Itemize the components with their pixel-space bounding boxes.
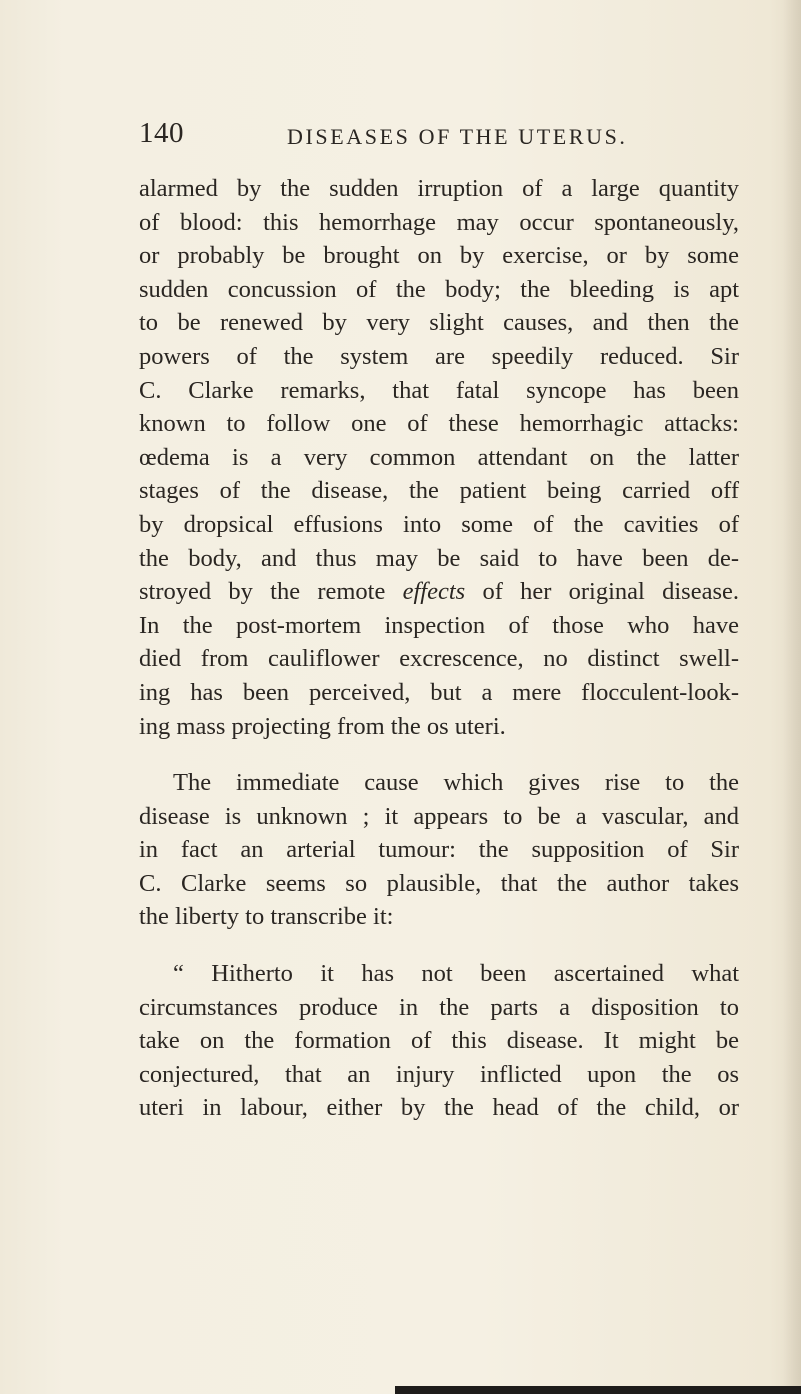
text-line: of blood: this hemorrhage may occur spontaneously, [139,208,739,236]
text-line: powers of the system are speedily reduced. Sir [139,342,739,370]
paragraph-spacer [139,743,739,766]
text-line [139,575,739,609]
paragraph-spacer [139,934,739,957]
running-head: DISEASES OF THE UTERUS. [287,124,628,149]
text-line: the body, and thus may be said to have been de- [139,544,739,572]
text-segment: of her original disease. [465,578,739,606]
text-line: ing has been perceived, but a mere flocculent-look- [139,678,739,706]
text-line: alarmed by the sudden irruption of a large quantity [139,175,739,202]
text-line: “ Hitherto it has not been ascertained what [173,960,739,988]
text-line: In the post-mortem inspection of those who have [139,611,739,639]
text-line: died from cauliflower excrescence, no distinct swell- [139,645,739,673]
scan-bottom-edge [395,1386,801,1394]
text-line: take on the formation of this disease. It might be [139,1027,739,1055]
text-segment: stroyed by the remote [139,578,403,606]
page-edge-shadow [783,0,801,1394]
body-text [139,172,739,1125]
text-line: C. Clarke seems so plausible, that the author takes [139,869,739,897]
text-line: by dropsical effusions into some of the cavities of [139,510,739,538]
text-line: known to follow one of these hemorrhagic attacks: [139,410,739,438]
page-header [139,117,679,157]
text-line: sudden concussion of the body; the bleeding is apt [139,275,739,303]
page-number: 140 [139,117,184,149]
paragraph-3-quotation [139,957,739,1125]
text-line: the liberty to transcribe it: [139,903,394,931]
text-line: disease is unknown ; it appears to be a vascular, and [139,802,739,830]
text-line: C. Clarke remarks, that fatal syncope has been [139,376,739,404]
text-line: ing mass projecting from the os uteri. [139,712,506,740]
italic-emphasis: effects [402,578,466,606]
text-line: stages of the disease, the patient being carried off [139,477,739,505]
text-line: or probably be brought on by exercise, or by some [139,242,739,270]
text-line: œdema is a very common attendant on the latter [139,443,739,471]
paragraph-2 [139,766,739,934]
text-line: conjectured, that an injury inflicted upon the os [139,1060,739,1088]
text-line: The immediate cause which gives rise to the [173,769,739,797]
paragraph-1 [139,172,739,743]
text-line: uteri in labour, either by the head of the child, or [139,1094,739,1122]
text-line: to be renewed by very slight causes, and then the [139,309,739,337]
text-line: circumstances produce in the parts a disposition to [139,993,739,1021]
text-line: in fact an arterial tumour: the supposition of Sir [139,836,739,864]
